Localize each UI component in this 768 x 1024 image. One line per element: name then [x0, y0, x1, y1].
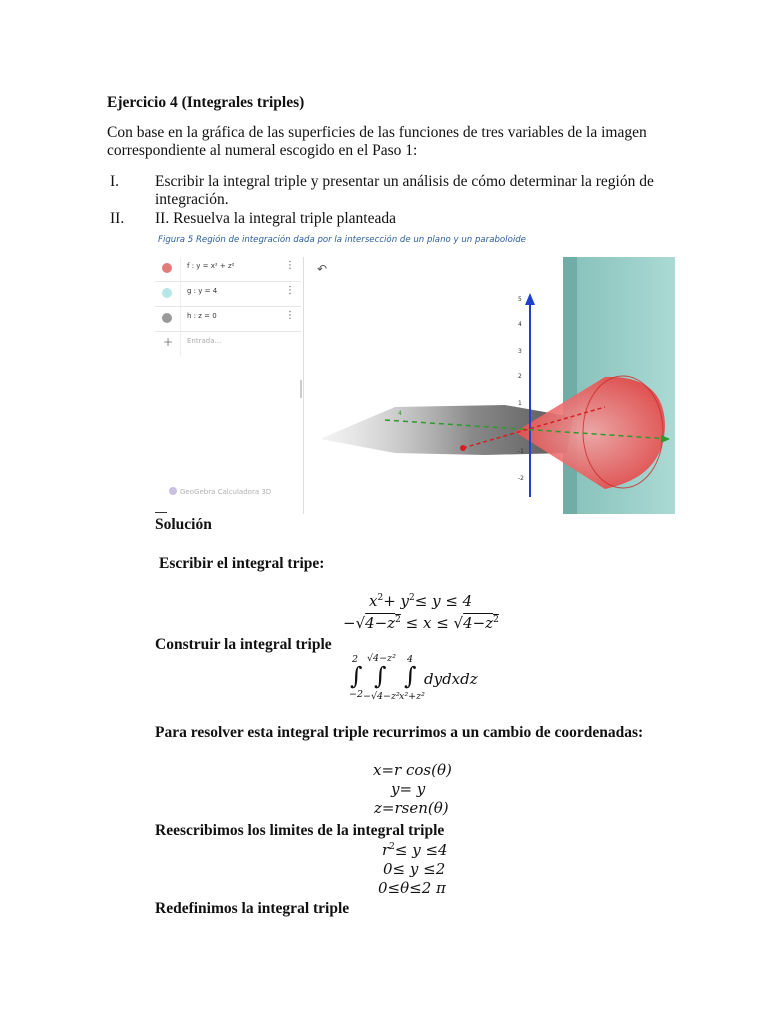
- 3d-graphics-view[interactable]: [305, 257, 675, 514]
- figure-caption: Figura 5 Región de integración dada por la intersección de un plano y un paraboloide: [158, 235, 526, 245]
- algebra-panel: [155, 257, 304, 514]
- transform-y: y= y: [391, 780, 426, 798]
- solution-label: Solución: [155, 516, 212, 533]
- list-item-2: II. Resuelva la integral triple planteada: [155, 210, 397, 227]
- transform-x: x=r cos(θ): [373, 761, 452, 779]
- z-tick-label: 3: [518, 348, 522, 355]
- plus-icon[interactable]: +: [163, 335, 174, 349]
- plane-g-edge: [563, 257, 577, 514]
- intro-line-1: Con base en la gráfica de las superficies de las funciones de tres variables de la imagen: [107, 124, 647, 141]
- color-dot-icon[interactable]: [162, 313, 172, 323]
- integral-sign-icon: ∫: [374, 662, 387, 690]
- outer-upper-limit: 2: [352, 654, 359, 665]
- middle-upper-limit: √4−z²: [367, 653, 396, 664]
- integral-sign-icon: ∫: [350, 662, 363, 690]
- list-item-1-line-1: Escribir la integral triple y presentar un análisis de cómo determinar la región de: [155, 173, 654, 190]
- z-tick-label: 5: [518, 296, 522, 303]
- y-axis-end: [460, 445, 466, 451]
- z-axis-arrow-icon: [525, 293, 535, 305]
- triple-integral: [345, 652, 495, 702]
- z-tick-label: -2: [518, 475, 524, 482]
- more-options-icon[interactable]: ⋮: [285, 310, 295, 321]
- step-redefine-integral: Redefinimos la integral triple: [155, 900, 350, 917]
- region-inequality-2: $-√4-z^2 \le x \le √4-z^2$: [343, 614, 499, 632]
- step-coordinate-change: Para resolver esta integral triple recurrimos a un cambio de coordenadas:: [155, 724, 644, 741]
- algebra-row-f[interactable]: [155, 257, 301, 282]
- outer-lower-limit: −2: [349, 689, 364, 700]
- intro-line-2: correspondiente al numeral escogido en el Paso 1:: [107, 142, 418, 159]
- x-tick-label: 4: [398, 410, 402, 417]
- z-tick-label: 4: [518, 321, 522, 328]
- algebra-row-label: f : y = x² + z²: [187, 262, 235, 270]
- integral-sign-icon: ∫: [404, 662, 417, 690]
- limit-theta: 0≤θ≤2 π: [378, 879, 446, 897]
- algebra-row-h[interactable]: [155, 307, 301, 332]
- undo-icon[interactable]: ↶: [317, 262, 328, 276]
- list-number-2: II.: [110, 210, 125, 227]
- limit-r: $r^2\le y \le 4$: [382, 841, 448, 859]
- app-branding: [169, 487, 271, 496]
- list-item-1-line-2: integración.: [155, 191, 229, 208]
- color-dot-icon[interactable]: [162, 263, 172, 273]
- step-write-integral: Escribir el integral tripe:: [159, 555, 325, 572]
- z-tick-label: 1: [518, 400, 522, 407]
- more-options-icon[interactable]: ⋮: [285, 260, 295, 271]
- z-tick-label: 2: [518, 373, 522, 380]
- more-options-icon[interactable]: ⋮: [285, 285, 295, 296]
- algebra-input[interactable]: Entrada...: [187, 337, 222, 345]
- paraboloid-surface: [515, 377, 665, 489]
- algebra-row-g[interactable]: [155, 282, 301, 307]
- inner-lower-limit: x²+z²: [399, 691, 425, 702]
- z-tick-label: -1: [518, 448, 524, 455]
- list-number-1: I.: [110, 173, 120, 190]
- step-build-integral: Construir la integral triple: [155, 636, 332, 653]
- 3d-scene: [305, 257, 675, 514]
- app-name: GeoGebra Calculadora 3D: [180, 488, 272, 496]
- solution-heading: [155, 515, 212, 534]
- differential: dydxdz: [424, 670, 478, 688]
- region-inequality-1: $x^2+ y^2\le y \le 4$: [369, 592, 473, 610]
- inner-upper-limit: 4: [407, 654, 414, 665]
- algebra-row-label: h : z = 0: [187, 312, 217, 320]
- middle-lower-limit: −√4−z²: [363, 691, 400, 702]
- panel-scrollbar[interactable]: [300, 380, 302, 398]
- transform-z: z=rsen(θ): [374, 799, 449, 817]
- color-dot-icon[interactable]: [162, 288, 172, 298]
- geogebra-logo-icon: [169, 487, 177, 495]
- algebra-input-row[interactable]: [155, 332, 301, 356]
- exercise-title: Ejercicio 4 (Integrales triples): [107, 94, 305, 111]
- solution-mark: [155, 512, 167, 513]
- geogebra-figure: [155, 257, 675, 514]
- algebra-row-label: g : y = 4: [187, 287, 218, 295]
- limit-y: 0≤ y ≤2: [383, 860, 446, 878]
- step-rewrite-limits: Reescribimos los limites de la integral triple: [155, 822, 445, 839]
